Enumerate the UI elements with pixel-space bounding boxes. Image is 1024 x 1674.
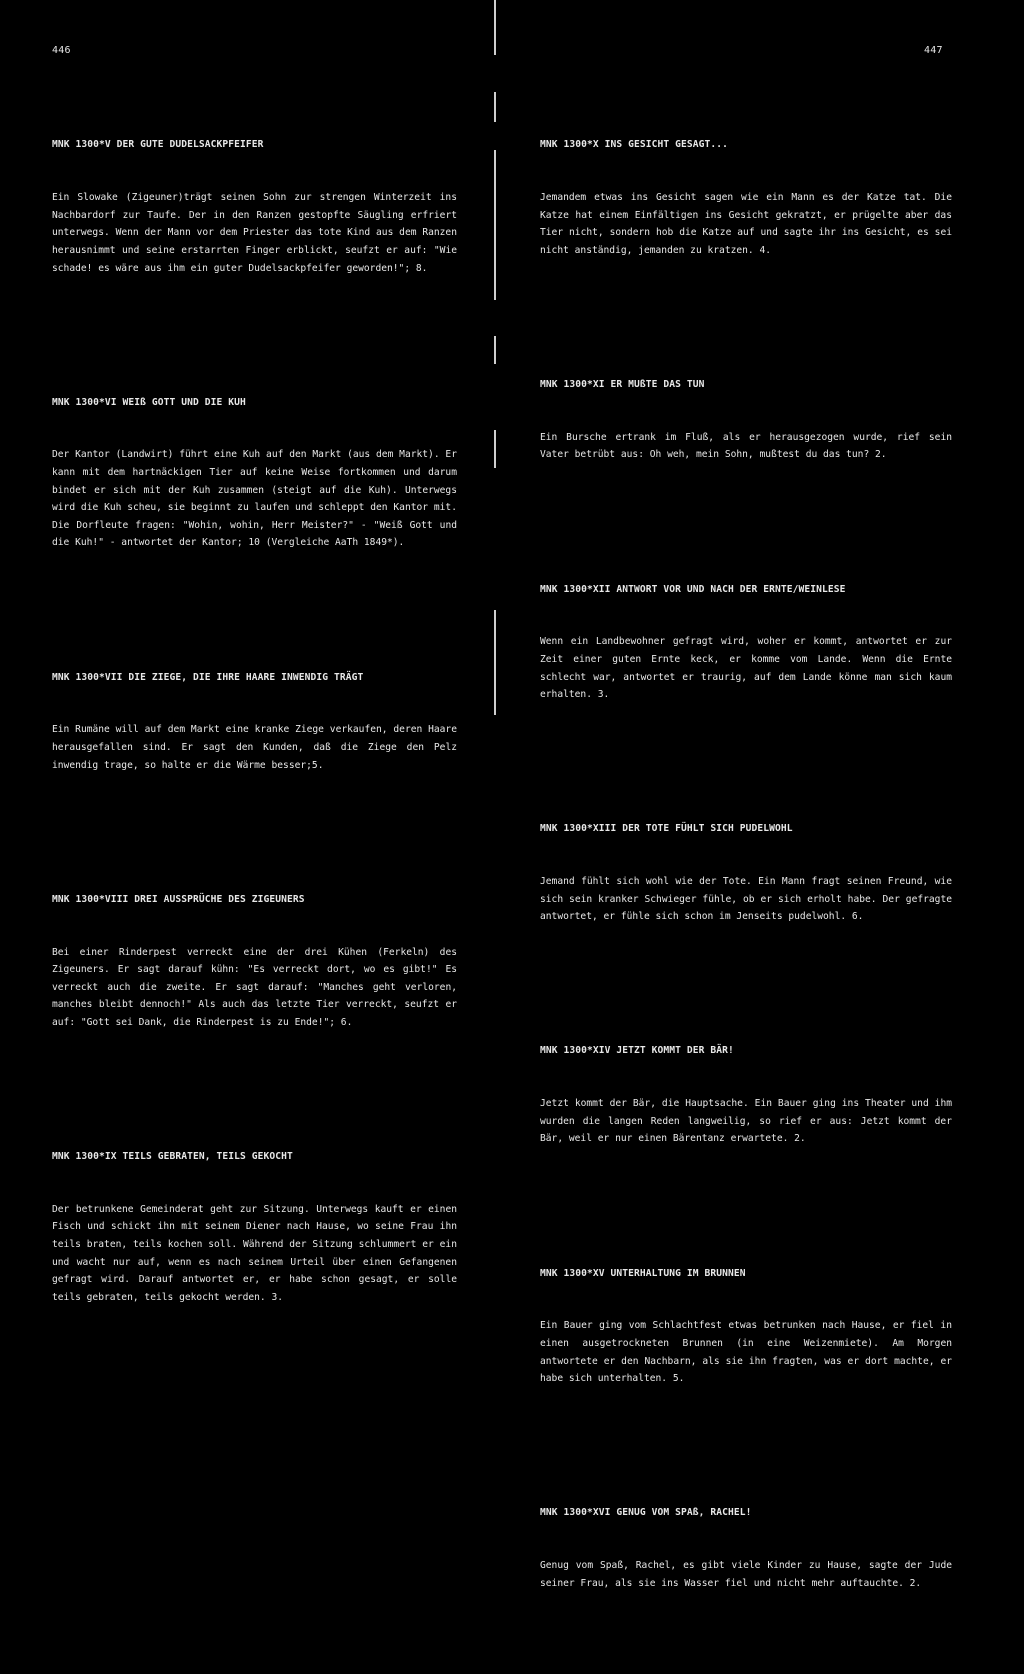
gutter-line bbox=[494, 0, 496, 55]
gutter-line bbox=[494, 610, 496, 715]
entry-heading: MNK 1300*V DER GUTE DUDELSACKPFEIFER bbox=[52, 139, 264, 151]
entry-text: Jemand fühlt sich wohl wie der Tote. Ein Mann fragt seinen Freund, wie sich sein kranker Schwieger fühle, ob er sich erholt habe. Der gefragte antwortet, er fühle sich schon im Jenseits pudelwohl. 6. bbox=[540, 876, 958, 923]
right-page bbox=[506, 0, 1024, 1589]
entry bbox=[52, 633, 463, 809]
entry-text: Genug vom Spaß, Rachel, es gibt viele Kinder zu Hause, sagte der Jude seiner Frau, als sie ins Wasser fiel und nicht mehr auftauchte. 2. bbox=[540, 1560, 958, 1589]
entry bbox=[540, 341, 958, 499]
book-gutter bbox=[494, 0, 497, 715]
page-number-left: 446 bbox=[52, 45, 71, 56]
entry bbox=[540, 1229, 958, 1423]
left-page bbox=[0, 0, 500, 1303]
left-column bbox=[52, 66, 463, 1388]
gutter-line bbox=[494, 430, 496, 468]
entry bbox=[52, 856, 463, 1067]
entry-text: Ein Bursche ertrank im Fluß, als er herausgezogen wurde, rief sein Vater betrübt aus: Oh weh, mein Sohn, mußtest du das tun? 2. bbox=[540, 431, 958, 461]
entry bbox=[52, 359, 463, 588]
entry bbox=[540, 101, 958, 295]
entry-heading: MNK 1300*XIV JETZT KOMMT DER BÄR! bbox=[540, 1045, 734, 1057]
entry bbox=[540, 545, 958, 739]
gutter-line bbox=[494, 92, 496, 122]
entry-text: Ein Rumäne will auf dem Markt eine kranke Ziege verkaufen, deren Haare herausgefallen sind. Er sagt den Kunden, daß die Ziege den Pelz inwendig trage, so halte er die Wärme besser;5. bbox=[52, 724, 463, 771]
entry-text: Jemandem etwas ins Gesicht sagen wie ein Mann es der Katze tat. Die Katze hat einem Einfältigen ins Gesicht gekratzt, er prügelte aber das Tier nicht, sondern hob die Katze auf und sagte ihr ins Gesicht, es sei nicht anständig, jemanden zu kratzen. 4. bbox=[540, 192, 958, 256]
entry-text: Der betrunkene Gemeinderat geht zur Sitzung. Unterwegs kauft er einen Fisch und schickt ihn mit seinem Diener nach Hause, wo seine Frau ihn teils braten, teils kochen soll. Während der Sitzung schlummert er ein und wacht nur auf, wenn es nach seinem Urteil über einen Gefangenen gefragt wird. Darauf antwortet er, er habe schon gesagt, er solle teils gebraten, teils gekocht werden. 3. bbox=[52, 1203, 463, 1303]
entry-heading: MNK 1300*XI ER MUßTE DAS TUN bbox=[540, 379, 705, 391]
entry bbox=[540, 1469, 958, 1627]
entry-text: Jetzt kommt der Bär, die Hauptsache. Ein Bauer ging ins Theater und ihm wurden die langen Reden langweilig, so rief er aus: Jetzt kommt der Bär, weil er nur einen Bärentanz erwartete. 2. bbox=[540, 1098, 958, 1145]
entry-text: Ein Bauer ging vom Schlachtfest etwas betrunken nach Hause, er fiel in einen ausgetrockneten Brunnen (in eine Weizenmiete). Am Morgen antwortete er den Nachbarn, als sie ihn fragten, was er dort machte, er habe sich unterhalten. 5. bbox=[540, 1320, 958, 1385]
right-column bbox=[540, 66, 958, 1674]
entry-heading: MNK 1300*IX TEILS GEBRATEN, TEILS GEKOCHT bbox=[52, 1151, 293, 1163]
entry-text: Der Kantor (Landwirt) führt eine Kuh auf den Markt (aus dem Markt). Er kann mit dem hartnäckigen Tier auf keine Weise fortkommen und darum bindet er sich mit der Kuh zusammen (steigt auf die Kuh). Unterwegs wird die Kuh scheu, sie beginnt zu laufen und schleppt den Kantor mit. Die Dorfleute fragen: "Wohin, wohin, Herr Meister?" - "Weiß Gott und die Kuh!" - antwortet der Kantor; 10 (Vergleiche AaTh 1849*). bbox=[52, 449, 463, 549]
entry-text: Ein Slowake (Zigeuner)trägt seinen Sohn zur strengen Winterzeit ins Nachbardorf zur Taufe. Der in den Ranzen gestopfte Säugling erfriert unterwegs. Wenn der Mann vor dem Priester das tote Kind aus dem Ranzen herausnimmt und seine erstarrten Finger erblickt, seufzt er auf: "Wie schade! es wäre aus ihm ein guter Dudelsackpfeifer geworden!"; 8. bbox=[52, 192, 463, 274]
entry-heading: MNK 1300*VIII DREI AUSSPRÜCHE DES ZIGEUNERS bbox=[52, 893, 305, 905]
entry-text: Wenn ein Landbewohner gefragt wird, woher er kommt, antwortet er zur Zeit einer guten Ernte keck, er komme vom Lande. Wenn die Ernte schlecht war, antwortet er traurig, auf dem Lande könne man sich kaum erhalten. 3. bbox=[540, 636, 958, 701]
entry-heading: MNK 1300*XVI GENUG VOM SPAß, RACHEL! bbox=[540, 1507, 752, 1519]
entry bbox=[540, 785, 958, 961]
entry-heading: MNK 1300*XII ANTWORT VOR UND NACH DER ERNTE/WEINLESE bbox=[540, 583, 846, 595]
entry-text: Bei einer Rinderpest verreckt eine der drei Kühen (Ferkeln) des Zigeuners. Er sagt darauf kühn: "Es verreckt dort, wo es gibt!" Es verreckt auch die zweite. Er sagt darauf: "Manches geht verloren, manches bleibt dennoch!" Als auch das letzte Tier verreckt, seufzt er auf: "Gott sei Dank, die Rinderpest is zu Ende!"; 6. bbox=[52, 946, 463, 1028]
entry-heading: MNK 1300*VI WEIß GOTT UND DIE KUH bbox=[52, 396, 246, 408]
entry-heading: MNK 1300*VII DIE ZIEGE, DIE IHRE HAARE INWENDIG TRÄGT bbox=[52, 671, 364, 683]
gutter-line bbox=[494, 150, 496, 300]
entry bbox=[52, 101, 463, 312]
entry bbox=[52, 1113, 463, 1342]
entry bbox=[540, 1007, 958, 1183]
page-number-right: 447 bbox=[924, 45, 943, 56]
entry-heading: MNK 1300*XV UNTERHALTUNG IM BRUNNEN bbox=[540, 1267, 746, 1279]
gutter-line bbox=[494, 336, 496, 364]
entry-heading: MNK 1300*X INS GESICHT GESAGT... bbox=[540, 139, 729, 151]
entry-heading: MNK 1300*XIII DER TOTE FÜHLT SICH PUDELWOHL bbox=[540, 823, 793, 835]
